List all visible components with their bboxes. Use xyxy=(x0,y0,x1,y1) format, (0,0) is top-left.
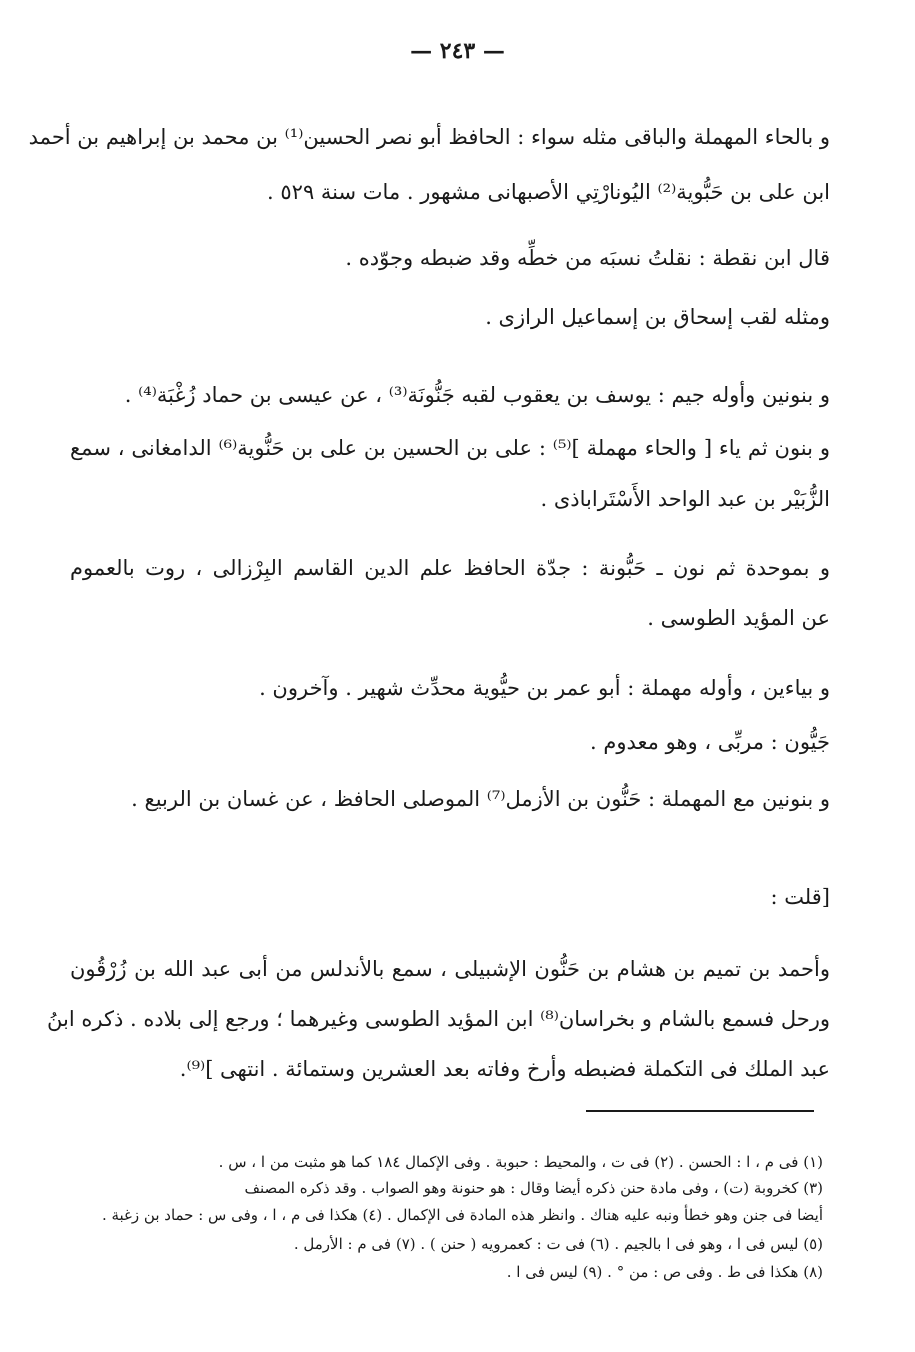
text-line: ومثله لقب إسحاق بن إسماعيل الرازى . xyxy=(485,305,830,329)
text-line: و بياءين ، وأوله مهملة : أبو عمر بن حيُّوية محدِّث شهير . وآخرون . xyxy=(259,676,830,700)
text-line: عن المؤيد الطوسى . xyxy=(647,606,830,630)
page-number: — ٢٤٣ — xyxy=(410,38,505,64)
footnote-line: (٣) كخروبة (ت) ، وفى مادة حنن ذكره أيضا وقال : هو حنونة وهو الصواب . وقد ذكره المصنف xyxy=(244,1179,823,1197)
footnote-line: (٥) ليس فى ا ، وهو فى ا بالجيم . (٦) فى ت : كعمرويه ( حنن ) . (٧) فى م : الأرمل . xyxy=(293,1235,823,1253)
text-line: ورحل فسمع بالشام و بخراسان⁽⁸⁾ ابن المؤيد الطوسى وغيرهما ؛ ورجع إلى بلاده . ذكره ابنُ xyxy=(47,1007,830,1031)
text-line: و بالحاء المهملة والباقى مثله سواء : الحافظ أبو نصر الحسين⁽¹⁾ بن محمد بن إبراهيم بن أحمد xyxy=(28,125,830,149)
footnote-line: (١) فى م ، ا : الحسن . (٢) فى ت ، والمحيط : حبوبة . وفى الإكمال ١٨٤ كما هو مثبت من ا ، س . xyxy=(218,1153,823,1171)
text-line: الزُّبَيْر بن عبد الواحد الأَسْتَراباذى . xyxy=(540,487,830,511)
footnote-line: أيضا فى جنن وهو خطأ ونبه عليه هناك . وانظر هذه المادة فى الإكمال . (٤) هكذا فى م ، ا ، وفى س : حماد بن زغبة . xyxy=(101,1206,823,1224)
text-line: و بموحدة ثم نون ـ حَبُّونة : جدّة الحافظ علم الدين القاسم البِرْزالى ، روت بالعموم xyxy=(70,556,830,580)
section-heading: [قلت : xyxy=(770,885,830,909)
footnote-line: (٨) هكذا فى ط . وفى ص : من ° . (٩) ليس فى ا . xyxy=(506,1263,823,1281)
text-line: و بنونين مع المهملة : حَنُّون بن الأزمل⁽⁷⁾ الموصلى الحافظ ، عن غسان بن الربيع . xyxy=(131,787,830,811)
text-line: جَيُّون : مربِّى ، وهو معدوم . xyxy=(590,730,830,754)
footnote-divider xyxy=(586,1110,814,1112)
text-line: ابن على بن حَبُّوية⁽²⁾ اليُونارْتِي الأصبهانى مشهور . مات سنة ٥٢٩ . xyxy=(267,180,830,204)
text-line: وأحمد بن تميم بن هشام بن حَنُّون الإشبيلى ، سمع بالأندلس من أبى عبد الله بن زُرْقُون xyxy=(70,957,830,981)
text-line: و بنون ثم ياء [ والحاء مهملة ]⁽⁵⁾ : على بن الحسين بن على بن حَنُّوية⁽⁶⁾ الدامغانى ، سمع xyxy=(70,436,830,460)
text-line: و بنونين وأوله جيم : يوسف بن يعقوب لقبه جَنُّونَة⁽³⁾ ، عن عيسى بن حماد زُغْبَة⁽⁴⁾ . xyxy=(124,383,830,407)
text-line: قال ابن نقطة : نقلتُ نسبَه من خطِّه وقد ضبطه وجوّده . xyxy=(345,246,830,270)
text-line: عبد الملك فى التكملة فضبطه وأرخ وفاته بعد العشرين وستمائة . انتهى ]⁽⁹⁾. xyxy=(179,1057,830,1081)
